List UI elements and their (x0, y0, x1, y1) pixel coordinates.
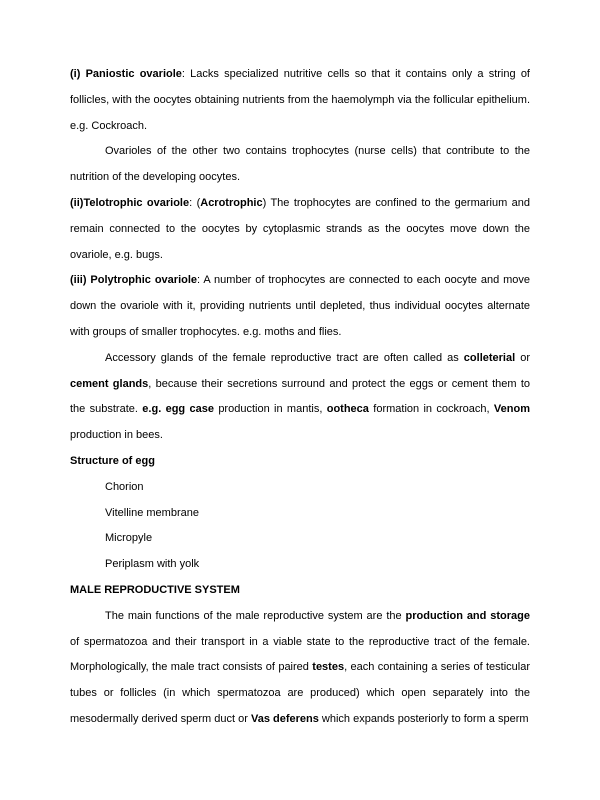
acrotrophic-term: Acrotrophic (200, 196, 263, 209)
accessory-glands-paragraph (70, 346, 530, 449)
accessory-text-3: , because their secretions surround and protect the eggs or cement them to the substrate. (70, 377, 530, 416)
list-item: Chorion (105, 480, 144, 493)
egg-case-term: e.g. egg case (142, 403, 214, 416)
accessory-text-6: production in bees. (70, 429, 163, 442)
accessory-text-5: formation in cockroach, (368, 403, 494, 416)
accessory-text-2: or (515, 351, 530, 364)
structure-of-egg-title: Structure of egg (70, 454, 155, 467)
production-storage-term: production and storage (405, 609, 530, 622)
male-text-3: , each containing a series of testicular tubes or follicles (in which spermatozoa are produced) which open separately into the mesodermally derived sperm duct or (70, 661, 531, 725)
list-item: Periplasm with yolk (105, 558, 200, 571)
list-item: Micropyle (105, 532, 153, 545)
colleterial-term: colleterial (463, 351, 516, 364)
ootheca-term: ootheca (326, 403, 369, 416)
panoistic-paragraph (70, 62, 530, 139)
male-system-paragraph (70, 604, 530, 733)
telotrophic-pre: : ( (189, 196, 201, 209)
panoistic-text: : Lacks specialized nutritive cells so that it contains only a string of follicles, with the oocytes obtaining nutrients from the haemolymph via the follicular epithelium. e.g. Cockroach. (70, 68, 530, 132)
testes-term: testes (312, 661, 345, 674)
accessory-text-1: Accessory glands of the female reproductive tract are often called as (105, 351, 464, 364)
male-text-2: of spermatozoa and their transport in a viable state to the reproductive tract of the female. Morphologically, the male tract consists of paired (70, 635, 530, 674)
polytrophic-heading: (iii) Polytrophic ovariole (70, 274, 198, 287)
male-system-heading (70, 578, 530, 604)
male-system-title: MALE REPRODUCTIVE SYSTEM (70, 583, 240, 596)
ovarioles-paragraph: Ovarioles of the other two contains trophocytes (nurse cells) that contribute to the nutrition of the developing oocytes. (70, 145, 530, 184)
panoistic-heading: (i) Paniostic ovariole (70, 68, 182, 80)
telotrophic-paragraph (70, 191, 530, 268)
male-text-4: which expands posteriorly to form a sperm (318, 712, 529, 725)
telotrophic-heading: (ii)Telotrophic ovariole (70, 196, 190, 209)
structure-of-egg-heading (70, 449, 530, 475)
list-item: Vitelline membrane (105, 506, 199, 519)
telotrophic-text: ) The trophocytes are confined to the germarium and remain connected to the oocytes by cytoplasmic strands as the oocytes move down the ovariole, e.g. bugs. (70, 196, 530, 261)
document-page (70, 62, 530, 733)
accessory-text-4: production in mantis, (213, 403, 327, 416)
polytrophic-text: : A number of trophocytes are connected to each oocyte and move down the ovariole with it, providing nutrients until depleted, thus individual oocytes alternate with groups of smaller trophocytes. e.g. moths and flies. (70, 274, 531, 338)
venom-term: Venom (493, 403, 530, 416)
vas-deferens-term: Vas deferens (250, 712, 319, 725)
male-text-1: The main functions of the male reproductive system are the (105, 609, 406, 622)
cement-glands-term: cement glands (70, 377, 149, 390)
polytrophic-paragraph (70, 268, 530, 345)
